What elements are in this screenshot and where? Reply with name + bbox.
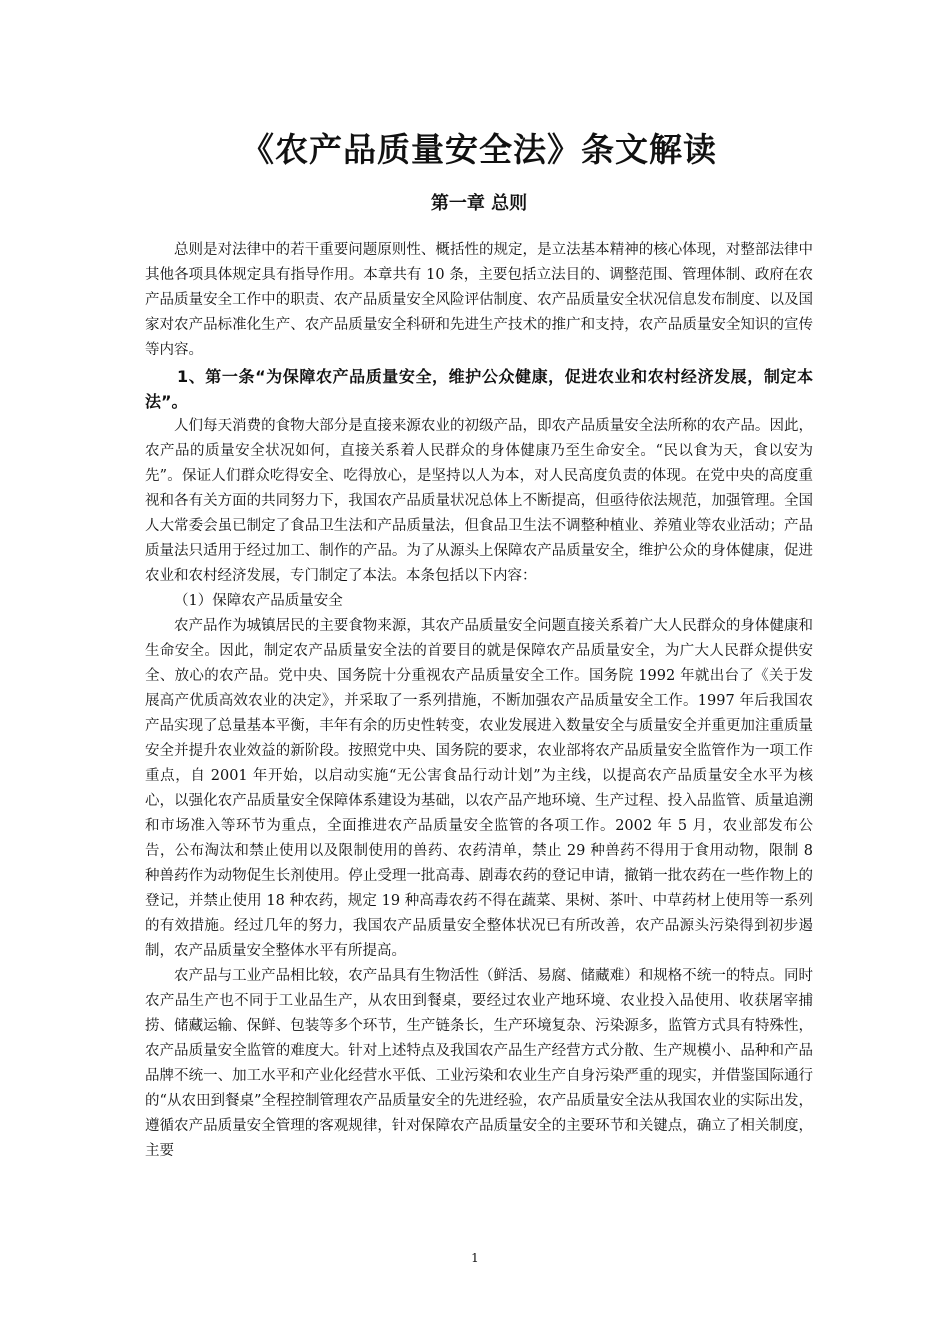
subheading-1: （1）保障农产品质量安全	[174, 593, 343, 609]
article-1-explanation: 人们每天消费的食物大部分是直接来源农业的初级产品，即农产品质量安全法所称的农产品。因此，农产品的质量安全状况如何，直接关系着人民群众的身体健康乃至生命安全。“民以食为天，食以安为先”。保证人们群众吃得安全、吃得放心，是坚持以人为本，对人民高度负责的体现。在党中央的高度重视和各有关方面的共同努力下，我国农产品质量状况总体上不断提高，但亟待依法规范，加强管理。全国人大常委会虽已制定了食品卫生法和产品质量法，但食品卫生法不调整种植业、养殖业等农业活动；产品质量法只适用于经过加工、制作的产品。为了从源头上保障农产品质量安全，维护公众的身体健康，促进农业和农村经济发展，专门制定了本法。本条包括以下内容：	[145, 418, 813, 584]
page-number: 1	[471, 1251, 479, 1265]
document-title: 《农产品质量安全法》条文解读	[241, 130, 717, 169]
article-1-heading: 1、第一条“为保障农产品质量安全，维护公众健康，促进农业和农村经济发展，制定本法”。	[145, 367, 813, 411]
body-paragraph-a: 农产品作为城镇居民的主要食物来源，其农产品质量安全问题直接关系着广大人民群众的身体健康和生命安全。因此，制定农产品质量安全法的首要目的就是保障农产品质量安全，为广大人民群众提供安全、放心的农产品。党中央、国务院十分重视农产品质量安全工作。国务院 1992 年就出台了《关于发展高产优质高效农业的决定》，并采取了一系列措施，不断加强农产品质量安全工作。1997 年后我国农产品实现了总量基本平衡，丰年有余的历史性转变，农业发展进入数量安全与质量安全并重更加注重质量安全并提升农业效益的新阶段。按照党中央、国务院的要求，农业部将农产品质量安全监管作为一项工作重点，自 2001 年开始，以启动实施“无公害食品行动计划”为主线，以提高农产品质量安全水平为核心，以强化农产品质量安全保障体系建设为基础，以农产品产地环境、生产过程、投入品监管、质量追溯和市场准入等环节为重点，全面推进农产品质量安全监管的各项工作。2002 年 5 月，农业部发布公告，公布淘汰和禁止使用以及限制使用的兽药、农药清单，禁止 29 种兽药不得用于食用动物，限制 8 种兽药作为动物促生长剂使用。停止受理一批高毒、剧毒农药的登记申请，撤销一批农药在一些作物上的登记，并禁止使用 18 种农药，规定 19 种高毒农药不得在蔬菜、果树、茶叶、中草药材上使用等一系列的有效措施。经过几年的努力，我国农产品质量安全整体状况已有所改善，农产品源头污染得到初步遏制，农产品质量安全整体水平有所提高。	[145, 618, 813, 959]
body-paragraph-b: 农产品与工业产品相比较，农产品具有生物活性（鲜活、易腐、储藏难）和规格不统一的特点。同时农产品生产也不同于工业品生产，从农田到餐桌，要经过农业产地环境、农业投入品使用、收获屠宰捕捞、储藏运输、保鲜、包装等多个环节，生产链条长，生产环境复杂、污染源多，监管方式具有特殊性，农产品质量安全监管的难度大。针对上述特点及我国农产品生产经营方式分散、生产规模小、品种和产品品牌不统一、加工水平和产业化经营水平低、工业污染和农业生产自身污染严重的现实，并借鉴国际通行的“从农田到餐桌”全程控制管理农产品质量安全的先进经验，农产品质量安全法从我国农业的实际出发，遵循农产品质量安全管理的客观规律，针对保障农产品质量安全的主要环节和关键点，确立了相关制度，主要	[145, 968, 813, 1159]
intro-paragraph: 总则是对法律中的若干重要问题原则性、概括性的规定，是立法基本精神的核心体现，对整部法律中其他各项具体规定具有指导作用。本章共有 10 条，主要包括立法目的、调整范围、管理体制、政府在农产品质量安全工作中的职责、农产品质量安全风险评估制度、农产品质量安全状况信息发布制度、以及国家对农产品标准化生产、农产品质量安全科研和先进生产技术的推广和支持，农产品质量安全知识的宣传等内容。	[145, 242, 813, 358]
document-body	[145, 128, 813, 1164]
chapter-heading: 第一章 总则	[430, 193, 528, 214]
